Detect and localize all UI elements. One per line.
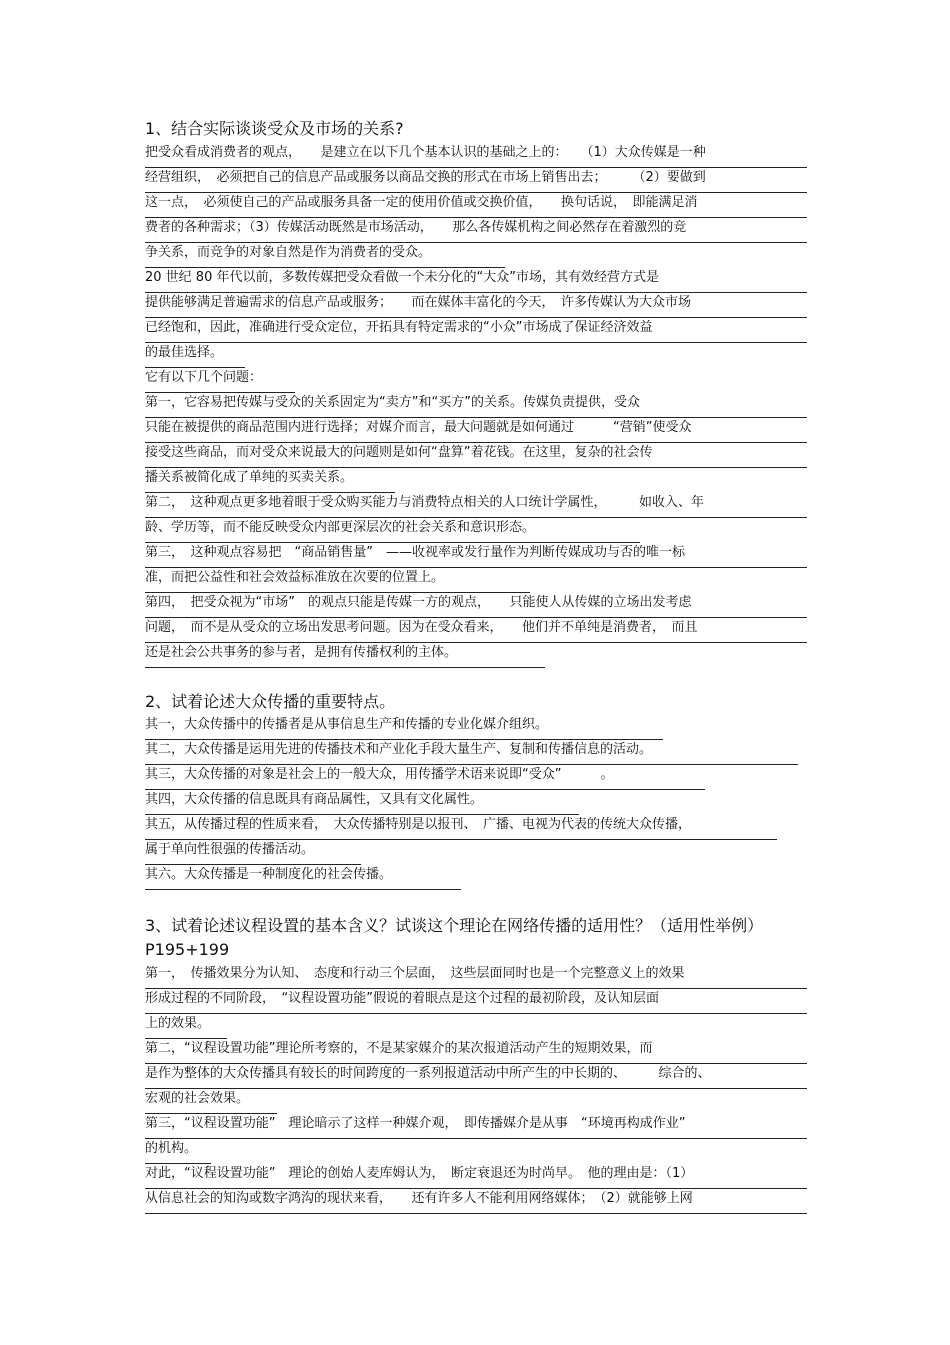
text-line: 第三，“议程设置功能” 理论暗示了这样一种媒介观， 即传播媒介是从事 “环境再构成作业”	[145, 1114, 807, 1139]
text-line: 准，而把公益性和社会效益标准放在次要的位置上。	[145, 568, 530, 593]
text-line: 播关系被简化成了单纯的买卖关系。	[145, 468, 395, 493]
text-line: 第四， 把受众视为“市场” 的观点只能是传媒一方的观点， 只能使人从传媒的立场出发考虑	[145, 593, 807, 618]
text-line: 宏观的社会效果。	[145, 1089, 277, 1114]
text-line: 这一点， 必须使自己的产品或服务具备一定的使用价值或交换价值， 换句话说， 即能满足消	[145, 193, 807, 218]
text-line: 提供能够满足普遍需求的信息产品或服务； 而在媒体丰富化的今天， 许多传媒认为大众市场	[145, 293, 807, 318]
text-line: 第三， 这种观点容易把 “商品销售量” ——收视率或发行量作为判断传媒成功与否的唯一标	[145, 543, 807, 568]
text-line: 费者的各种需求；（3）传媒活动既然是市场活动， 那么各传媒机构之间必然存在着激烈的竞	[145, 218, 807, 243]
text-line: 其二，大众传播是运用先进的传播技术和产业化手段大量生产、复制和传播信息的活动。	[145, 740, 798, 765]
text-line: 其六。大众传播是一种制度化的社会传播。	[145, 865, 461, 890]
text-line: 20 世纪 80 年代以前，多数传媒把受众看做一个未分化的“大众”市场，其有效经营方式是	[145, 268, 807, 293]
text-line: 龄、学历等，而不能反映受众内部更深层次的社会关系和意识形态。	[145, 518, 640, 543]
text-line: 的机构。	[145, 1139, 211, 1164]
text-line: 其五，从传播过程的性质来看， 大众传播特别是以报刊、 广播、电视为代表的传统大众传播，	[145, 815, 777, 840]
text-line: 经营组织， 必须把自己的信息产品或服务以商品交换的形式在市场上销售出去； （2）要做到	[145, 168, 807, 193]
text-line: 接受这些商品，而对受众来说最大的问题则是如何“盘算”着花钱。在这里，复杂的社会传	[145, 443, 807, 468]
text-line: 从信息社会的知沟或数字鸿沟的现状来看， 还有许多人不能利用网络媒体； （2）就能够上网	[145, 1189, 807, 1214]
text-line: 其三，大众传播的对象是社会上的一般大众，用传播学术语来说即“受众” 。	[145, 765, 705, 790]
text-line: 只能在被提供的商品范围内进行选择；对媒介而言，最大问题就是如何通过 “营销”使受众	[145, 418, 807, 443]
text-line: 争关系，而竞争的对象自然是作为消费者的受众。	[145, 243, 505, 268]
text-line: 其一，大众传播中的传播者是从事信息生产和传播的专业化媒介组织。	[145, 715, 663, 740]
text-line: 上的效果。	[145, 1014, 227, 1039]
text-line: 第二，“议程设置功能”理论所考察的，不是某家媒介的某次报道活动产生的短期效果，而	[145, 1039, 807, 1064]
text-line: 对此，“议程设置功能” 理论的创始人麦库姆认为， 断定衰退还为时尚早。 他的理由是：（1）	[145, 1164, 807, 1189]
question-1-title: 1、结合实际谈谈受众及市场的关系?	[145, 119, 404, 138]
text-line: 第二， 这种观点更多地着眼于受众购买能力与消费特点相关的人口统计学属性， 如收入、年	[145, 493, 807, 518]
text-line: 属于单向性很强的传播活动。	[145, 840, 361, 865]
question-2-title: 2、试着论述大众传播的重要特点。	[145, 692, 396, 711]
text-line: 其四，大众传播的信息既具有商品属性，又具有文化属性。	[145, 790, 579, 815]
text-line: 它有以下几个问题：	[145, 368, 295, 393]
text-line: 形成过程的不同阶段， “议程设置功能”假说的着眼点是这个过程的最初阶段，及认知层面	[145, 989, 807, 1014]
text-line: 第一，它容易把传媒与受众的关系固定为“卖方”和“买方”的关系。传媒负责提供，受众	[145, 393, 807, 418]
text-line: 的最佳选择。	[145, 343, 245, 368]
text-line: 问题， 而不是从受众的立场出发思考问题。因为在受众看来， 他们并不单纯是消费者， 而且	[145, 618, 807, 643]
text-line: 第一， 传播效果分为认知、 态度和行动三个层面， 这些层面同时也是一个完整意义上的效果	[145, 964, 807, 989]
question-3-title: 3、试着论述议程设置的基本含义？试谈这个理论在网络传播的适用性？（适用性举例） P195+199	[145, 916, 764, 959]
text-line: 已经饱和，因此，准确进行受众定位，开拓具有特定需求的“小众”市场成了保证经济效益	[145, 318, 807, 343]
text-line: 是作为整体的大众传播具有较长的时间跨度的一系列报道活动中所产生的中长期的、 综合的、	[145, 1064, 807, 1089]
text-line: 把受众看成消费者的观点， 是建立在以下几个基本认识的基础之上的： （1）大众传媒是一种	[145, 143, 807, 168]
text-line: 还是社会公共事务的参与者，是拥有传播权利的主体。	[145, 643, 545, 668]
